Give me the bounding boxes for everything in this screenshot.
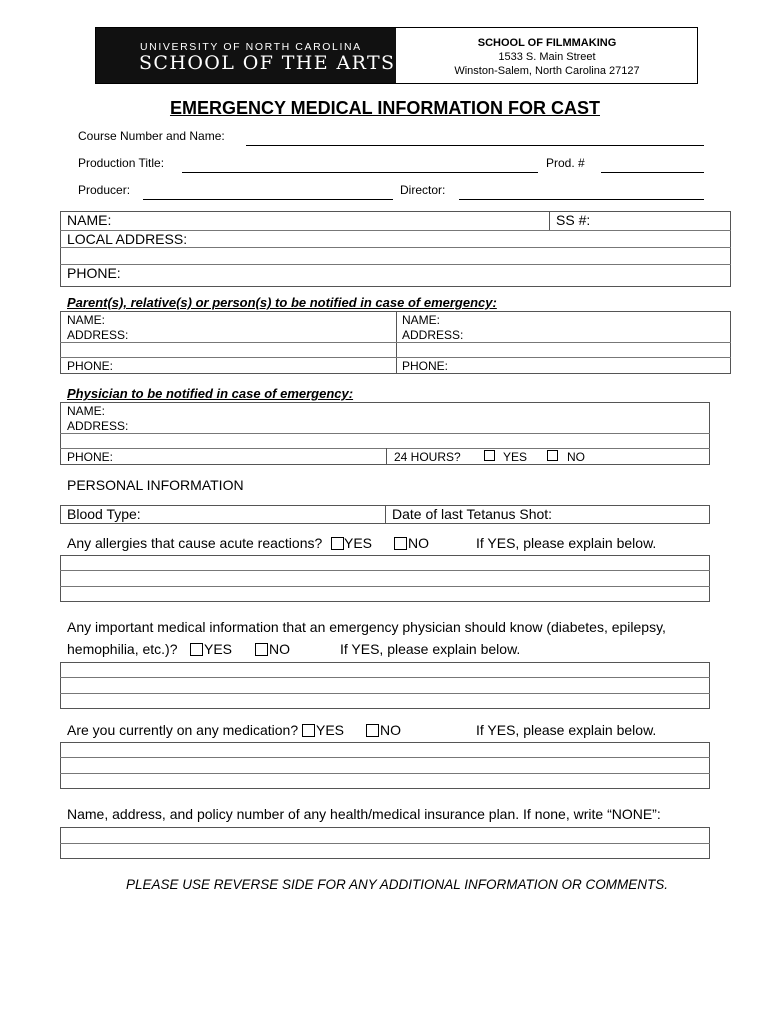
personal-heading: PERSONAL INFORMATION bbox=[67, 477, 244, 493]
allergies-question: Any allergies that cause acute reactions? bbox=[67, 535, 323, 551]
physician-divider bbox=[386, 448, 387, 465]
logo-school: SCHOOL OF THE ARTS bbox=[139, 52, 396, 74]
medication-no-label: NO bbox=[380, 722, 401, 738]
medical-yes-checkbox[interactable] bbox=[190, 643, 203, 656]
production-label: Production Title: bbox=[78, 156, 165, 170]
allergies-yes-checkbox[interactable] bbox=[331, 537, 344, 550]
student-ss-label: SS #: bbox=[556, 212, 591, 228]
student-row-line bbox=[60, 264, 731, 265]
medication-line bbox=[60, 773, 710, 774]
physician-24h-no-checkbox[interactable] bbox=[547, 450, 558, 461]
parent2-address-label: ADDRESS: bbox=[402, 328, 464, 342]
parents-row-line bbox=[60, 342, 731, 343]
logo-university: UNIVERSITY OF NORTH CAROLINA bbox=[140, 41, 362, 53]
physician-row-line bbox=[60, 448, 710, 449]
parents-heading: Parent(s), relative(s) or person(s) to be notified in case of emergency: bbox=[67, 295, 497, 310]
parent2-name-label: NAME: bbox=[402, 313, 441, 327]
student-address-label: LOCAL ADDRESS: bbox=[67, 231, 188, 247]
insurance-question: Name, address, and policy number of any health/medical insurance plan. If none, write “NONE”: bbox=[67, 806, 661, 822]
medical-no-label: NO bbox=[269, 641, 290, 657]
tetanus-label: Date of last Tetanus Shot: bbox=[392, 506, 553, 522]
allergies-explain: If YES, please explain below. bbox=[476, 535, 657, 551]
medical-no-checkbox[interactable] bbox=[255, 643, 268, 656]
footer-note: PLEASE USE REVERSE SIDE FOR ANY ADDITIONAL INFORMATION OR COMMENTS. bbox=[125, 877, 669, 892]
physician-address-label: ADDRESS: bbox=[67, 419, 129, 433]
parent2-phone-label: PHONE: bbox=[402, 359, 449, 373]
allergies-line bbox=[60, 586, 710, 587]
parent1-name-label: NAME: bbox=[67, 313, 106, 327]
medical-explain: If YES, please explain below. bbox=[340, 641, 521, 657]
allergies-no-checkbox[interactable] bbox=[394, 537, 407, 550]
student-divider bbox=[549, 211, 550, 230]
parent1-address-label: ADDRESS: bbox=[67, 328, 129, 342]
physician-24h-yes-label: YES bbox=[503, 450, 528, 464]
medication-line bbox=[60, 757, 710, 758]
student-phone-label: PHONE: bbox=[67, 265, 121, 281]
student-name-label: NAME: bbox=[67, 212, 112, 228]
form-title: EMERGENCY MEDICAL INFORMATION FOR CAST bbox=[169, 98, 600, 118]
physician-row-line bbox=[60, 433, 710, 434]
parent1-phone-label: PHONE: bbox=[67, 359, 114, 373]
physician-24h-yes-checkbox[interactable] bbox=[484, 450, 495, 461]
medication-explain: If YES, please explain below. bbox=[476, 722, 657, 738]
medical-question-line2: hemophilia, etc.)? bbox=[67, 641, 178, 657]
student-info-box bbox=[60, 211, 731, 287]
course-field[interactable] bbox=[246, 145, 704, 146]
medication-yes-checkbox[interactable] bbox=[302, 724, 315, 737]
medical-explain-box[interactable] bbox=[60, 662, 710, 709]
medication-question: Are you currently on any medication? bbox=[67, 722, 299, 738]
school-street: 1533 S. Main Street bbox=[498, 51, 596, 63]
insurance-line bbox=[60, 843, 710, 844]
physician-24h-no-label: NO bbox=[567, 450, 585, 464]
director-field[interactable] bbox=[459, 199, 704, 200]
allergies-line bbox=[60, 570, 710, 571]
allergies-no-label: NO bbox=[408, 535, 429, 551]
prod-number-field[interactable] bbox=[601, 172, 704, 173]
producer-label: Producer: bbox=[78, 183, 131, 197]
medical-line bbox=[60, 693, 710, 694]
medical-line bbox=[60, 677, 710, 678]
physician-name-label: NAME: bbox=[67, 404, 106, 418]
physician-phone-label: PHONE: bbox=[67, 450, 114, 464]
course-label: Course Number and Name: bbox=[78, 129, 225, 143]
physician-heading: Physician to be notified in case of emergency: bbox=[67, 386, 354, 401]
allergies-yes-label: YES bbox=[344, 535, 373, 551]
producer-field[interactable] bbox=[143, 199, 393, 200]
production-field[interactable] bbox=[182, 172, 538, 173]
medication-explain-box[interactable] bbox=[60, 742, 710, 789]
parents-row-line bbox=[60, 357, 731, 358]
medical-yes-label: YES bbox=[204, 641, 233, 657]
medical-question-line1: Any important medical information that an emergency physician should know (diabetes, epilepsy, bbox=[67, 619, 666, 635]
physician-24h-label: 24 HOURS? bbox=[394, 450, 461, 464]
prod-number-label: Prod. # bbox=[546, 156, 585, 170]
blood-type-label: Blood Type: bbox=[67, 506, 141, 522]
allergies-explain-box[interactable] bbox=[60, 555, 710, 602]
school-name: SCHOOL OF FILMMAKING bbox=[477, 37, 617, 49]
school-city: Winston-Salem, North Carolina 27127 bbox=[454, 65, 640, 77]
school-address-block bbox=[396, 28, 698, 83]
school-logo bbox=[96, 28, 396, 83]
medication-no-checkbox[interactable] bbox=[366, 724, 379, 737]
personal-divider bbox=[385, 505, 386, 524]
student-row-line bbox=[60, 247, 731, 248]
director-label: Director: bbox=[400, 183, 446, 197]
medication-yes-label: YES bbox=[316, 722, 345, 738]
